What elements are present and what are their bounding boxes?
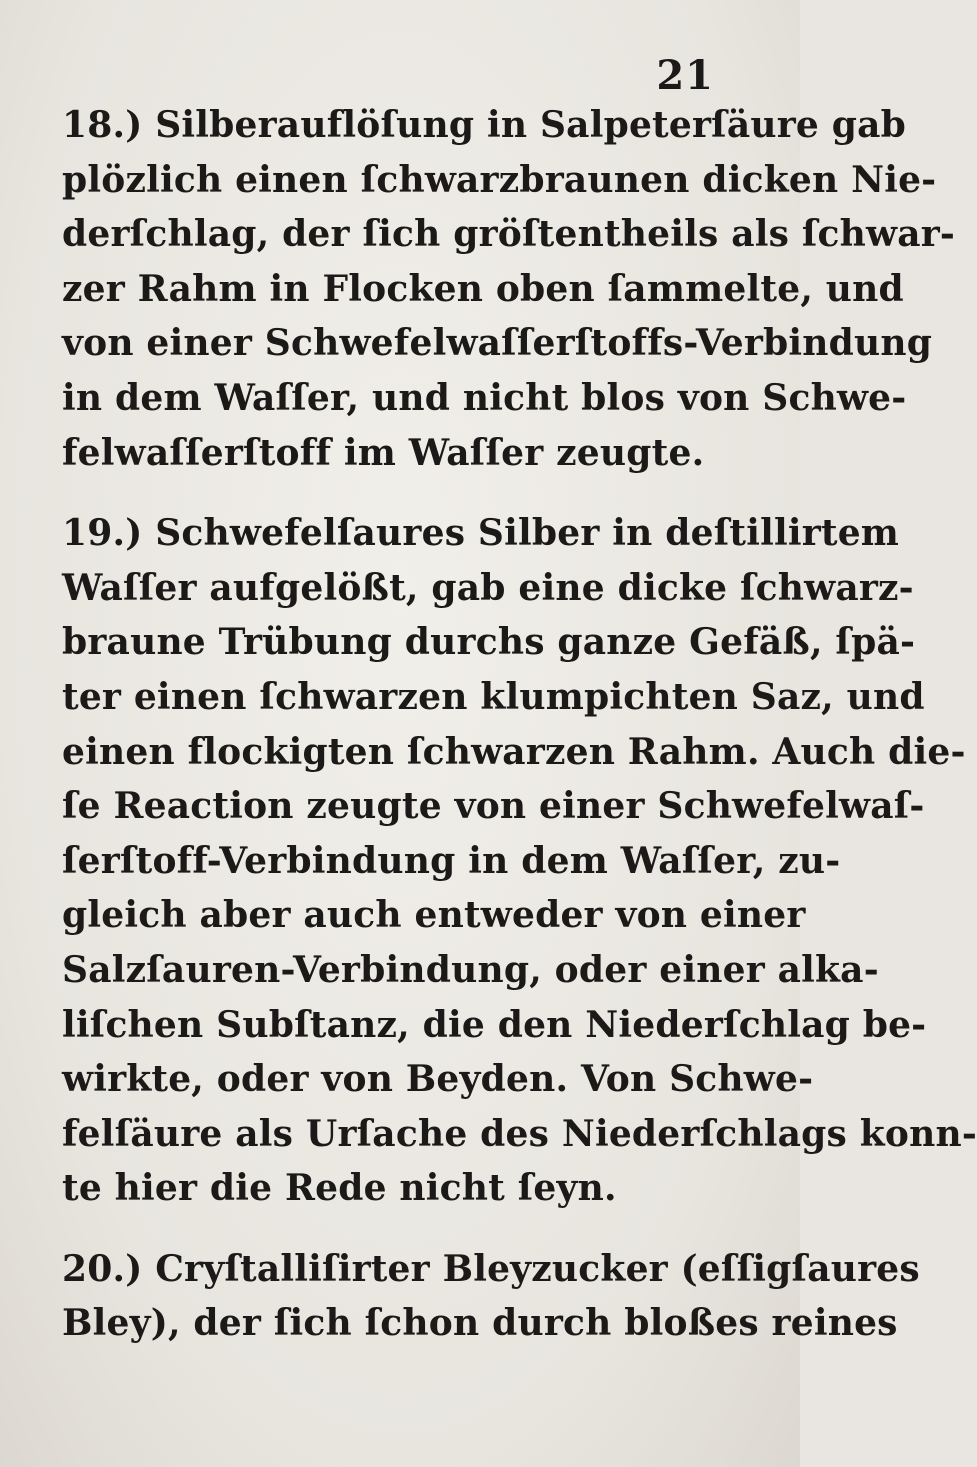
text-line: in dem Waſſer, und nicht blos von Schwe- <box>62 376 907 419</box>
paragraph-20 <box>62 1242 920 1351</box>
paragraph-19 <box>62 506 977 1216</box>
text-line: 18.) Silberauflöſung in Salpeterſäure gab <box>62 104 907 146</box>
text-line: einen flockigten ſchwarzen Rahm. Auch die- <box>62 730 966 773</box>
text-line: von einer Schwefelwaſſerſtoffs-Verbindung <box>62 322 933 365</box>
text-line: felwaſſerſtoff im Waſſer zeugte. <box>62 431 705 474</box>
page-number: 21 <box>656 52 714 99</box>
text-line: plözlich einen ſchwarzbraunen dicken Nie- <box>62 158 937 201</box>
page-text <box>62 98 977 1351</box>
text-line: zer Rahm in Flocken oben ſammelte, und <box>62 267 904 310</box>
text-line: 19.) Schwefelſaures Silber in deſtillirtem <box>62 512 900 555</box>
text-line: felſäure als Urſache des Niederſchlags konn- <box>62 1112 977 1155</box>
text-line: liſchen Subſtanz, die den Niederſchlag be- <box>62 1003 927 1046</box>
text-line: Salzſauren-Verbindung, oder einer alka- <box>62 948 879 991</box>
text-line: ſe Reaction zeugte von einer Schwefelwaſ- <box>62 785 925 828</box>
text-line: wirkte, oder von Beyden. Von Schwe- <box>62 1058 814 1101</box>
text-line: 20.) Cryſtalliſirter Bleyzucker (eſſigſaures <box>62 1247 920 1290</box>
text-line: ſerſtoff-Verbindung in dem Waſſer, zu- <box>62 839 841 882</box>
text-line: ter einen ſchwarzen klumpichten Saz, und <box>62 675 925 718</box>
text-line: gleich aber auch entweder von einer <box>62 894 806 937</box>
text-line: Bley), der ſich ſchon durch bloßes reines <box>62 1302 898 1345</box>
paragraph-18 <box>62 98 956 480</box>
text-line: Waſſer aufgelößt, gab eine dicke ſchwarz- <box>62 566 914 609</box>
text-line: derſchlag, der ſich gröſtentheils als ſchwar- <box>62 213 956 256</box>
text-line: te hier die Rede nicht ſeyn. <box>62 1167 617 1210</box>
text-line: braune Trübung durchs ganze Gefäß, ſpä- <box>62 621 916 664</box>
